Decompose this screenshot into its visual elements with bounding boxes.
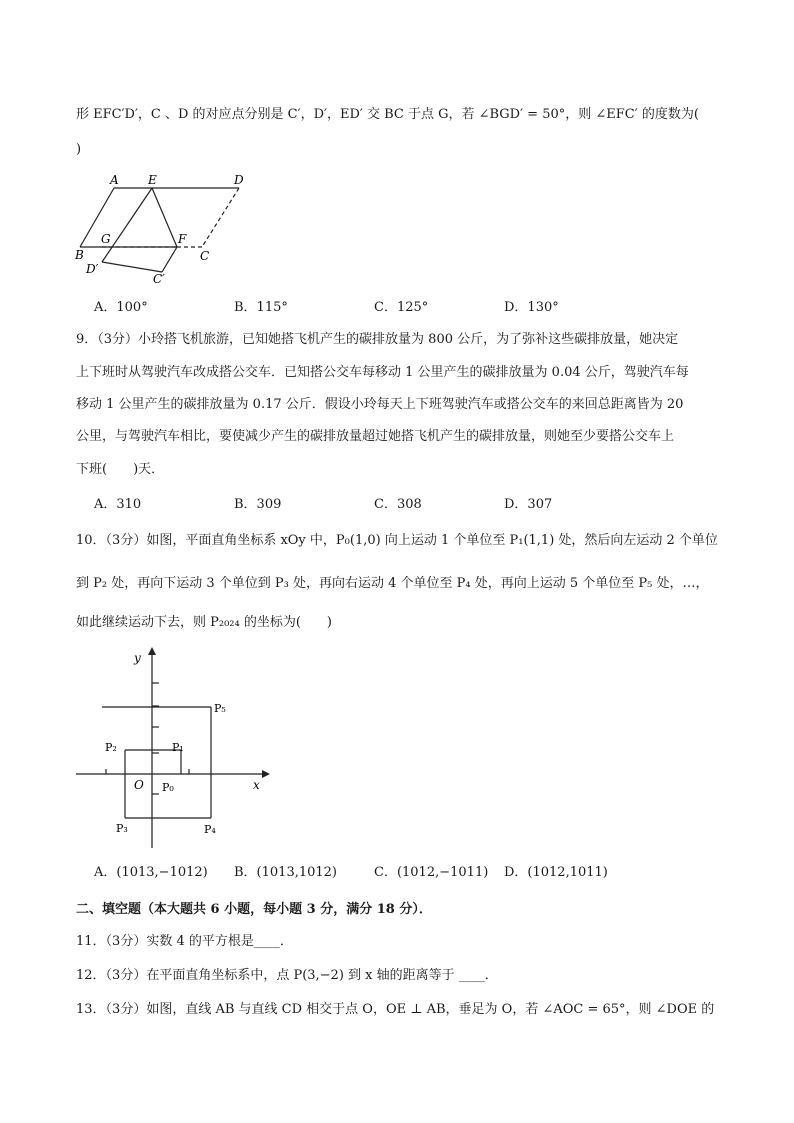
q9-text-line1: 9．（3分）小玲搭飞机旅游，已知她搭飞机产生的碳排放量为 800 公斤，为了弥补这些碳排放量，她决定 — [76, 332, 679, 347]
q8-figure — [72, 172, 252, 287]
q8-label-D: D — [234, 173, 244, 187]
q8-label-E: E — [148, 173, 157, 187]
q10-label-P4: P₄ — [204, 823, 216, 836]
q12-text: 12．（3分）在平面直角坐标系中，点 P(3,−2) 到 x 轴的距离等于 ____． — [76, 968, 498, 983]
q8-option-d: D．130° — [504, 300, 559, 315]
q8-option-c: C．125° — [374, 300, 429, 315]
q8-label-C: C — [200, 249, 210, 263]
q8-options — [94, 299, 714, 317]
q8-line-DC — [202, 188, 239, 247]
q9-text-line2: 上下班时从驾驶汽车改成搭公交车．已知搭公交车每移动 1 公里产生的碳排放量为 0.04 公斤，驾驶汽车每 — [76, 365, 689, 380]
q8-option-b: B．115° — [234, 300, 288, 315]
q9-option-d: D．307 — [504, 497, 553, 512]
q9-text-line5: 下班( )天． — [76, 462, 165, 477]
q10-label-P0: P₀ — [162, 781, 174, 794]
q10-option-a: A．(1013,−1012) — [94, 865, 208, 880]
section2-heading: 二、填空题（本大题共 6 小题，每小题 3 分，满分 18 分）． — [76, 902, 432, 917]
q8-option-a: A．100° — [94, 300, 148, 315]
q8-label-C-prime: C′ — [153, 272, 165, 286]
q8-text-line1: 形 EFC′D′，C 、D 的对应点分别是 C′，D′，ED′ 交 BC 于点 G，若 ∠BGD′ = 50°，则 ∠EFC′ 的度数为( — [76, 107, 699, 122]
q10-label-P5: P₅ — [214, 702, 226, 715]
q10-x-arrow — [262, 770, 270, 778]
q8-line-D-prime-C-prime — [102, 262, 162, 272]
q10-label-P2: P₂ — [105, 741, 117, 754]
q10-option-d: D．(1012,1011) — [504, 865, 608, 880]
q8-label-G: G — [101, 232, 111, 246]
q9-options — [94, 496, 714, 514]
q9-text-line4: 公里，与驾驶汽车相比，要使减少产生的碳排放量超过她搭飞机产生的碳排放量，则她至少要搭公交车上 — [76, 429, 675, 444]
q9-option-a: A．310 — [94, 497, 142, 512]
q8-label-B: B — [75, 248, 84, 262]
q10-label-y: y — [134, 651, 141, 665]
q9-option-b: B．309 — [234, 497, 282, 512]
q13-text: 13．（3分）如图，直线 AB 与直线 CD 相交于点 O，OE ⊥ AB，垂足为 O，若 ∠AOC = 65°，则 ∠DOE 的 — [76, 1002, 715, 1017]
q8-label-D-prime: D′ — [86, 262, 99, 276]
q9-option-c: C．308 — [374, 497, 422, 512]
q8-line-C-prime-F — [162, 247, 177, 272]
q10-label-P3: P₃ — [116, 822, 128, 835]
q8-label-F: F — [178, 232, 187, 246]
q8-line-ED-prime — [102, 188, 152, 262]
q8-line-EF — [152, 188, 177, 247]
q10-options — [94, 864, 714, 882]
q10-text-line1: 10．（3分）如图，平面直角坐标系 xOy 中，P₀(1,0) 向上运动 1 个单位至 P₁(1,1) 处，然后向左运动 2 个单位 — [76, 533, 718, 548]
q10-text-line2: 到 P₂ 处，再向下运动 3 个单位到 P₃ 处，再向右运动 4 个单位至 P₄ 处，再向上运动 5 个单位至 P₅ 处，…， — [76, 576, 709, 591]
q8-label-A: A — [110, 173, 119, 187]
q10-text-line3: 如此继续运动下去，则 P₂₀₂₄ 的坐标为( ) — [76, 615, 333, 630]
q11-text: 11．（3分）实数 4 的平方根是____． — [76, 934, 293, 949]
q10-label-P1: P₁ — [172, 741, 184, 754]
q10-option-b: B．(1013,1012) — [234, 865, 337, 880]
q10-y-arrow — [148, 647, 156, 655]
q9-text-line3: 移动 1 公里产生的碳排放量为 0.17 公斤．假设小玲每天上下班驾驶汽车或搭公交车的来回总距离皆为 20 — [76, 397, 684, 412]
q10-label-x: x — [253, 778, 260, 792]
q10-label-O: O — [134, 778, 144, 792]
q8-text-line2: ) — [76, 142, 82, 157]
q10-figure — [72, 645, 272, 850]
q10-option-c: C．(1012,−1011) — [374, 865, 489, 880]
